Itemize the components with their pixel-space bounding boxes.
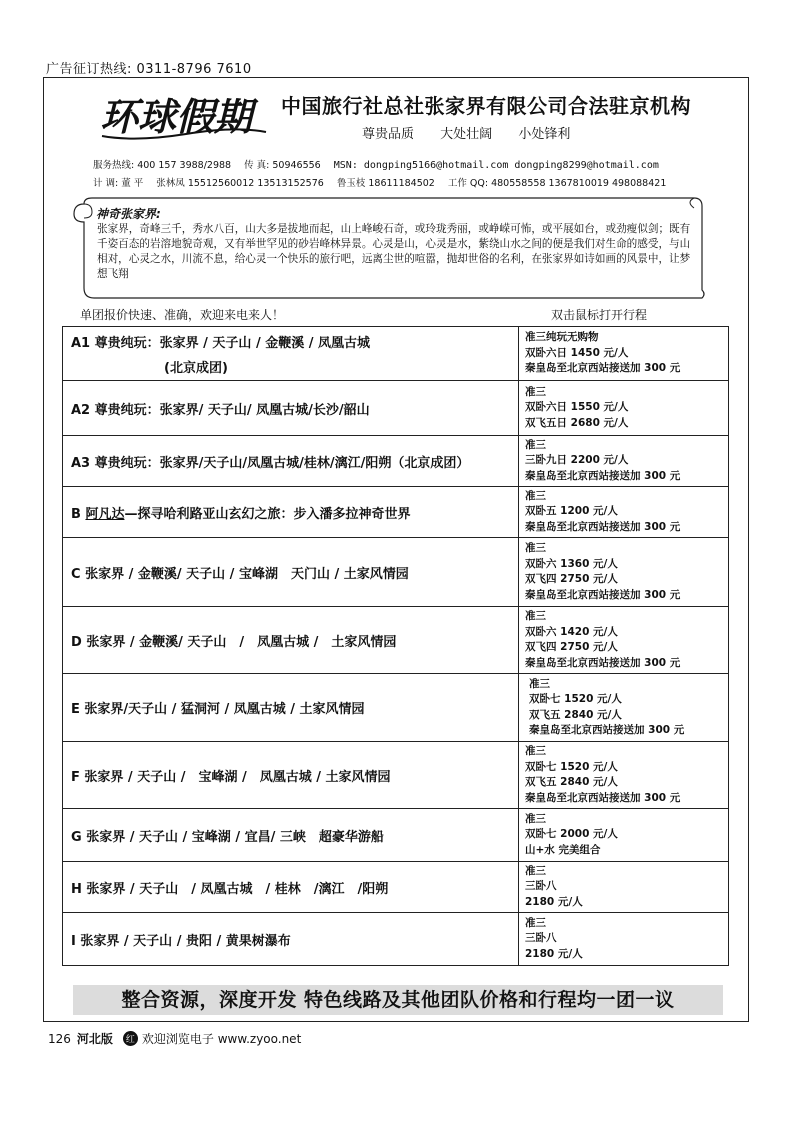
route-price (519, 809, 729, 862)
route-price (519, 862, 729, 913)
price-line: 准三 (525, 542, 546, 554)
price-line: 准三 (525, 916, 546, 929)
price-line: 双飞五 2840 元/人 (529, 708, 622, 721)
route-price (519, 913, 729, 966)
route-price (519, 674, 729, 742)
route-price (519, 381, 729, 436)
table-row[interactable] (63, 487, 729, 538)
site-link[interactable]: 欢迎浏览电子 www.zyoo.net (141, 1032, 302, 1046)
route-keyword: 阿凡达 (85, 506, 125, 522)
table-row[interactable] (63, 913, 729, 966)
slogan-2: 大处壮阔 (440, 127, 493, 142)
price-line: 双飞五 2840 元/人 (525, 776, 618, 788)
route-price (519, 607, 729, 674)
fax: 传 真: 50946556 (244, 160, 321, 171)
price-line: 双卧六日 1550 元/人 (525, 401, 629, 414)
route-name[interactable]: A2 尊贵纯玩：张家界/ 天子山/ 凤凰古城/长沙/韶山 (63, 381, 519, 436)
price-line: 秦皇岛至北京西站接送加 300 元 (525, 656, 681, 669)
price-line: 秦皇岛至北京西站接送加 300 元 (525, 588, 681, 601)
price-line: 双卧五 1200 元/人 (525, 505, 618, 518)
planner-1: 计 调: 董 平 (93, 178, 144, 189)
price-line: 秦皇岛至北京西站接送加 300 元 (529, 724, 685, 736)
brand-badge-icon: 红 (123, 1031, 138, 1046)
msn-contacts: MSN: dongping5166@hotmail.com dongping8299@hotmail.com (333, 160, 659, 171)
route-code: B (71, 506, 86, 522)
price-line: 准三 (525, 812, 546, 825)
route-name[interactable] (63, 487, 519, 538)
price-line: 准三 (525, 864, 546, 877)
quote-notice: 单团报价快速、准确，欢迎来电来人！ (80, 308, 285, 322)
page-number: 126 (48, 1031, 71, 1046)
brand-logo-text: 环球假期 (100, 94, 253, 139)
service-hotline: 服务热线: 400 157 3988/2988 (93, 160, 232, 171)
price-line: 秦皇岛至北京西站接送加 300 元 (525, 520, 681, 533)
price-line: 山+水 完美组合 (525, 843, 601, 856)
table-row[interactable] (63, 381, 729, 436)
table-row[interactable] (63, 607, 729, 674)
route-name[interactable]: H 张家界 / 天子山 / 凤凰古城 / 桂林 /漓江 /阳朔 (63, 862, 519, 913)
route-title: —探寻哈利路亚山玄幻之旅：步入潘多拉神奇世界 (124, 506, 411, 522)
table-row[interactable] (63, 436, 729, 487)
price-line: 双卧六 1420 元/人 (525, 625, 618, 638)
table-row[interactable] (63, 742, 729, 809)
open-itinerary-hint: 双击鼠标打开行程 (551, 308, 648, 322)
route-title: A1 尊贵纯玩：张家界 / 天子山 / 金鞭溪 / 凤凰古城 (71, 335, 371, 351)
price-line: 秦皇岛至北京西站接送加 300 元 (525, 791, 681, 804)
price-line: 双飞四 2750 元/人 (525, 641, 618, 653)
slogan-3: 小处锋利 (518, 127, 571, 142)
price-line: 双卧六日 1450 元/人 (525, 346, 629, 359)
brand-logo (96, 90, 272, 144)
route-price (519, 487, 729, 538)
price-line: 双卧六 1360 元/人 (525, 557, 618, 570)
planner-3: 鲁玉枝 18611184502 (336, 178, 435, 189)
price-line: 2180 元/人 (525, 947, 583, 960)
route-name[interactable]: D 张家界 / 金鞭溪/ 天子山 / 凤凰古城 / 土家风情园 (63, 607, 519, 674)
price-line: 准三 (525, 610, 546, 622)
price-line: 准三纯玩无购物 (525, 331, 599, 344)
intro-text: 张家界，奇峰三千，秀水八百，山大多是拔地而起，山上峰峻石奇，或玲珑秀丽，或峥嵘可怖，或平展如台，或劲瘦似剑；既有千姿百态的岩溶地貌奇观，又有举世罕见的砂岩峰林异景。心灵是山，心灵是水，紫绕山水之间的便是我们对生命的感受，与山相对，心灵之水，川流不息，给心灵一个快乐的旅行吧，远离尘世的喧嚣，抛却世俗的名利，在张家界如诗如画的风景中，让梦想飞翔 (97, 223, 691, 280)
route-name[interactable]: I 张家界 / 天子山 / 贵阳 / 黄果树瀑布 (63, 913, 519, 966)
bottom-banner: 整合资源，深度开发 特色线路及其他团队价格和行程均一团一议 (73, 985, 723, 1015)
price-line: 秦皇岛至北京西站接送加 300 元 (525, 362, 681, 375)
route-name[interactable]: F 张家界 / 天子山 / 宝峰湖 / 凤凰古城 / 土家风情园 (63, 742, 519, 809)
route-table (62, 326, 729, 966)
route-name[interactable]: E 张家界/天子山 / 猛洞河 / 凤凰古城 / 土家风情园 (63, 674, 519, 742)
table-row[interactable] (63, 809, 729, 862)
route-price (519, 742, 729, 809)
route-name[interactable]: A3 尊贵纯玩：张家界/天子山/凤凰古城/桂林/漓江/阳朔（北京成团） (63, 436, 519, 487)
intro-title: 神奇张家界: (96, 207, 161, 221)
price-line: 准三 (525, 745, 546, 757)
table-row[interactable] (63, 327, 729, 381)
contact-line-1 (93, 157, 669, 171)
price-line: 秦皇岛至北京西站接送加 300 元 (525, 469, 681, 482)
route-price (519, 538, 729, 607)
price-line: 双卧七 1520 元/人 (529, 693, 622, 705)
route-note: (北京成团) (164, 360, 228, 376)
price-line: 准三 (529, 677, 550, 690)
price-line: 准三 (525, 489, 546, 502)
price-line: 三卧八 (525, 880, 557, 893)
route-price (519, 327, 729, 381)
route-price (519, 436, 729, 487)
page-footer (48, 1030, 301, 1047)
slogan-1: 尊贵品质 (362, 127, 415, 142)
price-line: 准三 (525, 438, 546, 451)
price-line: 2180 元/人 (525, 895, 583, 908)
table-row[interactable] (63, 538, 729, 607)
price-line: 双卧七 1520 元/人 (525, 760, 618, 773)
price-line: 双卧七 2000 元/人 (525, 828, 618, 841)
work-qq: 工作 QQ: 480558558 1367810019 498088421 (447, 178, 667, 189)
table-row[interactable] (63, 862, 729, 913)
contact-line-2 (93, 175, 676, 189)
planner-2: 张林凤 15512560012 13513152576 (156, 178, 324, 189)
price-line: 三卧九日 2200 元/人 (525, 454, 629, 467)
route-name[interactable]: C 张家界 / 金鞭溪/ 天子山 / 宝峰湖 天门山 / 土家风情园 (63, 538, 519, 607)
price-line: 双飞五日 2680 元/人 (525, 416, 629, 429)
slogans (362, 123, 592, 142)
table-row[interactable] (63, 674, 729, 742)
price-line: 准三 (525, 385, 546, 398)
company-name: 中国旅行社总社张家界有限公司合法驻京机构 (281, 94, 691, 118)
edition-label: 河北版 (76, 1032, 113, 1046)
price-line: 三卧八 (525, 932, 557, 945)
price-line: 双飞四 2750 元/人 (525, 573, 618, 585)
route-name[interactable] (63, 327, 519, 381)
route-name[interactable]: G 张家界 / 天子山 / 宝峰湖 / 宜昌/ 三峡 超豪华游船 (63, 809, 519, 862)
ad-hotline: 广告征订热线: 0311-8796 7610 (46, 62, 252, 77)
